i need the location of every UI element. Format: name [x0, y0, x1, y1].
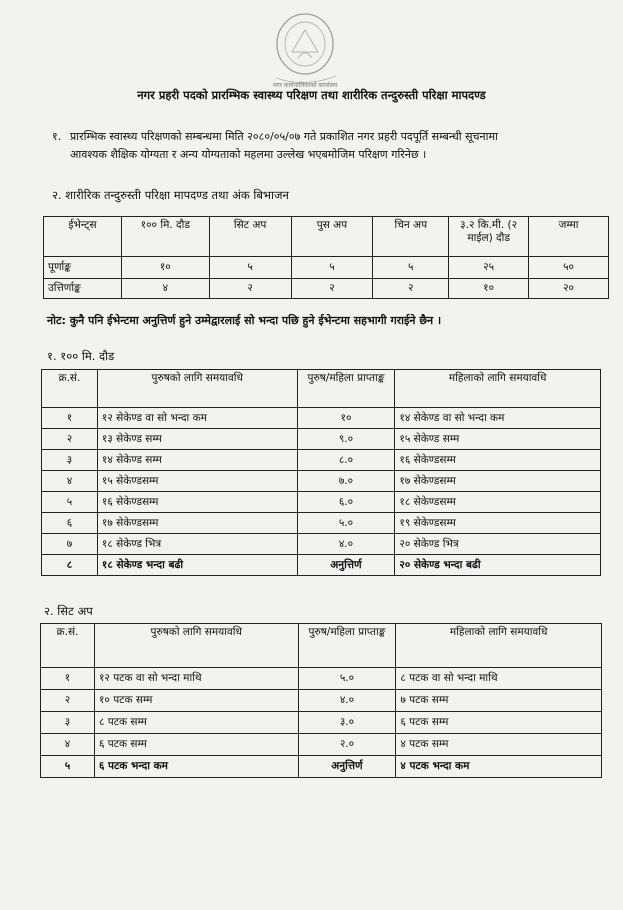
header-cell: सिट अप — [209, 217, 291, 257]
table-row — [42, 492, 601, 513]
male-time-cell: १४ सेकेण्ड सम्म — [97, 450, 297, 471]
male-time-cell: १५ सेकेण्डसम्म — [97, 471, 297, 492]
document-title: नगर प्रहरी पदको प्रारम्भिक स्वास्थ्य परिक्षण तथा शारीरिक तन्दुरुस्ती परिक्षा मापदण्ड — [137, 88, 486, 102]
score-cell: ३.० — [298, 712, 396, 734]
serial-cell: ५ — [42, 492, 98, 513]
serial-cell: १ — [41, 668, 95, 690]
female-time-cell: २० सेकेण्ड भित्र — [395, 534, 601, 555]
score-cell: १० — [297, 408, 395, 429]
marks-distribution-table — [43, 216, 609, 299]
female-count-cell: ८ पटक वा सो भन्दा माथि — [396, 668, 602, 690]
header-cell: क्र.सं. — [41, 624, 95, 668]
header-cell: क्र.सं. — [42, 370, 98, 408]
official-seal-stamp — [262, 8, 348, 92]
table-cell: १० — [121, 257, 209, 279]
table-cell: ५ — [373, 257, 449, 279]
male-time-cell: १२ सेकेण्ड वा सो भन्दा कम — [97, 408, 297, 429]
run-table-header-row — [42, 370, 601, 408]
row-label: उत्तिर्णाङ्क — [44, 279, 122, 299]
header-cell: महिलाको लागि समयावधि — [396, 624, 602, 668]
header-cell: १०० मि. दौड — [121, 217, 209, 257]
male-time-cell: १८ सेकेण्ड भित्र — [97, 534, 297, 555]
serial-cell: १ — [42, 408, 98, 429]
female-count-cell: ४ पटक भन्दा कम — [396, 756, 602, 778]
table-row — [42, 513, 601, 534]
header-cell: पुस अप — [291, 217, 373, 257]
header-cell: चिन अप — [373, 217, 449, 257]
table-cell: २० — [529, 279, 609, 299]
serial-cell: ४ — [41, 734, 95, 756]
serial-cell: २ — [42, 429, 98, 450]
header-cell: महिलाको लागि समयावधि — [395, 370, 601, 408]
female-time-cell: १४ सेकेण्ड वा सो भन्दा कम — [395, 408, 601, 429]
table-cell: २ — [291, 279, 373, 299]
serial-cell: ६ — [42, 513, 98, 534]
run-heading: १. १०० मि. दौड — [47, 349, 115, 363]
female-count-cell: ४ पटक सम्म — [396, 734, 602, 756]
table-row — [42, 534, 601, 555]
male-time-cell: १६ सेकेण्डसम्म — [97, 492, 297, 513]
section2-heading: २. शारीरिक तन्दुरुस्ती परिक्षा मापदण्ड तथा अंक बिभाजन — [52, 188, 289, 202]
header-cell: पुरुष/महिला प्राप्ताङ्क — [298, 624, 396, 668]
header-cell: पुरुषको लागि समयावधि — [94, 624, 298, 668]
score-cell: अनुत्तिर्ण — [297, 555, 395, 576]
table-cell: ५ — [291, 257, 373, 279]
table-row — [42, 471, 601, 492]
table-cell: १० — [449, 279, 529, 299]
situp-table — [40, 623, 602, 778]
table-row — [42, 450, 601, 471]
table-row — [41, 756, 602, 778]
score-cell: ८.० — [297, 450, 395, 471]
serial-cell: ४ — [42, 471, 98, 492]
male-count-cell: ८ पटक सम्म — [94, 712, 298, 734]
serial-cell: ७ — [42, 534, 98, 555]
score-cell: ९.० — [297, 429, 395, 450]
female-count-cell: ७ पटक सम्म — [396, 690, 602, 712]
female-time-cell: २० सेकेण्ड भन्दा बढी — [395, 555, 601, 576]
male-count-cell: १० पटक सम्म — [94, 690, 298, 712]
situp-table-header-row — [41, 624, 602, 668]
score-cell: ४.० — [298, 690, 396, 712]
section1-number: १. — [52, 130, 62, 143]
table-row — [41, 734, 602, 756]
table-cell: २५ — [449, 257, 529, 279]
score-cell: ७.० — [297, 471, 395, 492]
table-row — [44, 257, 609, 279]
score-cell: २.० — [298, 734, 396, 756]
row-label: पूर्णाङ्क — [44, 257, 122, 279]
male-count-cell: ६ पटक भन्दा कम — [94, 756, 298, 778]
score-cell: अनुत्तिर्ण — [298, 756, 396, 778]
female-count-cell: ६ पटक सम्म — [396, 712, 602, 734]
table-row — [42, 408, 601, 429]
note-text: नोट: कुनै पनि ईभेन्टमा अनुत्तिर्ण हुने उम्मेद्वारलाई सो भन्दा पछि हुने ईभेन्टमा सहभागी गराईने छैन । — [47, 314, 442, 327]
male-time-cell: १७ सेकेण्डसम्म — [97, 513, 297, 534]
marks-table-header-row — [44, 217, 609, 257]
header-cell: पुरुषको लागि समयावधि — [97, 370, 297, 408]
male-time-cell: १८ सेकेण्ड भन्दा बढी — [97, 555, 297, 576]
section1-line1: प्रारम्भिक स्वास्थ्य परिक्षणको सम्बन्धमा मिति २०८०/०५/०७ गते प्रकाशित नगर प्रहरी पदपूर्ति सम्बन्धी सूचनामा — [70, 130, 498, 143]
table-row — [41, 668, 602, 690]
male-time-cell: १३ सेकेण्ड सम्म — [97, 429, 297, 450]
female-time-cell: १६ सेकेण्डसम्म — [395, 450, 601, 471]
female-time-cell: १९ सेकेण्डसम्म — [395, 513, 601, 534]
serial-cell: ३ — [41, 712, 95, 734]
table-cell: २ — [373, 279, 449, 299]
male-count-cell: १२ पटक वा सो भन्दा माथि — [94, 668, 298, 690]
seal-text: नगर कार्यपालिकाको कार्यालय — [272, 82, 338, 89]
header-cell: ३.२ कि.मी. (२ माईल) दौड — [449, 217, 529, 257]
female-time-cell: १५ सेकेण्ड सम्म — [395, 429, 601, 450]
serial-cell: ८ — [42, 555, 98, 576]
score-cell: ६.० — [297, 492, 395, 513]
female-time-cell: १७ सेकेण्डसम्म — [395, 471, 601, 492]
table-row — [42, 555, 601, 576]
run-100m-table — [41, 369, 601, 576]
table-row — [42, 429, 601, 450]
header-cell: ईभेन्ट्स — [44, 217, 122, 257]
table-cell: २ — [209, 279, 291, 299]
table-cell: ४ — [121, 279, 209, 299]
score-cell: ५.० — [298, 668, 396, 690]
table-cell: ५० — [529, 257, 609, 279]
serial-cell: ५ — [41, 756, 95, 778]
header-cell: जम्मा — [529, 217, 609, 257]
section1-line2: आवश्यक शैक्षिक योग्यता र अन्य योग्यताको महलमा उल्लेख भएबमोजिम परिक्षण गरिनेछ । — [70, 148, 427, 161]
header-cell: पुरुष/महिला प्राप्ताङ्क — [297, 370, 395, 408]
table-cell: ५ — [209, 257, 291, 279]
serial-cell: २ — [41, 690, 95, 712]
score-cell: ४.० — [297, 534, 395, 555]
male-count-cell: ६ पटक सम्म — [94, 734, 298, 756]
serial-cell: ३ — [42, 450, 98, 471]
table-row — [41, 690, 602, 712]
situp-heading: २. सिट अप — [44, 604, 93, 618]
table-row — [41, 712, 602, 734]
score-cell: ५.० — [297, 513, 395, 534]
female-time-cell: १८ सेकेण्डसम्म — [395, 492, 601, 513]
table-row — [44, 279, 609, 299]
